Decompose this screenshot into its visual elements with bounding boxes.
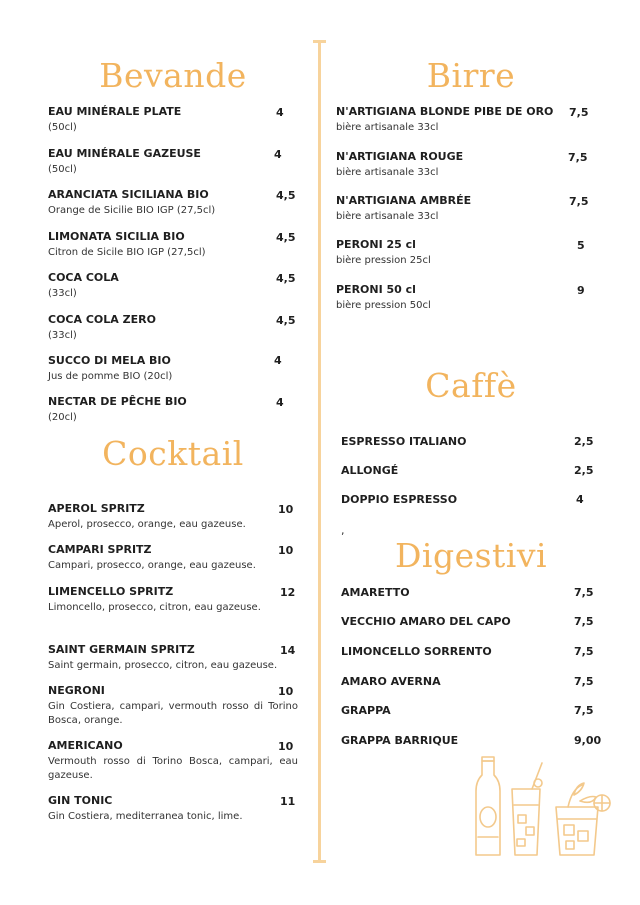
item-price: 4,5 [276, 272, 296, 285]
menu-item-name: ESPRESSO ITALIANO [341, 435, 467, 448]
menu-item-name: GRAPPA BARRIQUE [341, 734, 459, 747]
item-price: 7,5 [574, 586, 594, 599]
item-price: 10 [278, 503, 294, 516]
item-name: NEGRONI [48, 684, 105, 697]
item-price: 7,5 [574, 704, 594, 717]
menu-item [48, 643, 278, 673]
item-desc: bière artisanale 33cl [336, 122, 439, 133]
item-price: 9,00 [574, 734, 602, 747]
item-name: LIMONATA SICILIA BIO [48, 230, 185, 243]
item-price: 4 [276, 396, 284, 409]
item-name: COCA COLA [48, 271, 119, 284]
item-desc: Gin Costiera, mediterranea tonic, lime. [48, 811, 243, 822]
menu-item [48, 684, 298, 728]
menu-item [336, 238, 556, 268]
menu-item [48, 105, 248, 135]
menu-item-name: GRAPPA [341, 704, 391, 717]
item-price: 12 [280, 586, 296, 599]
item-name: EAU MINÉRALE PLATE [48, 105, 182, 118]
item-price: 7,5 [569, 195, 589, 208]
item-name: N'ARTIGIANA BLONDE PIBE DE ORO [336, 105, 554, 118]
menu-item-name: ALLONGÉ [341, 464, 399, 477]
item-desc: Limoncello, prosecco, citron, eau gazeuse. [48, 602, 261, 613]
item-name: GIN TONIC [48, 794, 113, 807]
menu-item-name: DOPPIO ESPRESSO [341, 493, 458, 506]
caffe-title: Caffè [425, 366, 517, 405]
item-price: 7,5 [574, 645, 594, 658]
menu-item [48, 739, 298, 783]
item-price: 2,5 [574, 464, 594, 477]
item-name: LIMENCELLO SPRITZ [48, 585, 174, 598]
item-price: 4,5 [276, 231, 296, 244]
menu-item [336, 194, 556, 224]
item-name: COCA COLA ZERO [48, 313, 156, 326]
item-name: NECTAR DE PÊCHE BIO [48, 395, 187, 408]
birre-title: Birre [426, 56, 516, 95]
stray-mark: , [341, 524, 345, 537]
item-price: 4 [274, 354, 282, 367]
item-desc: (33cl) [48, 288, 77, 299]
item-name: SUCCO DI MELA BIO [48, 354, 171, 367]
item-desc: Gin Costiera, campari, vermouth rosso di Torino Bosca, orange. [48, 701, 298, 726]
menu-item-name: VECCHIO AMARO DEL CAPO [341, 615, 511, 628]
item-desc: Saint germain, prosecco, citron, eau gazeuse. [48, 660, 278, 671]
item-price: 14 [280, 644, 296, 657]
item-desc: (33cl) [48, 330, 77, 341]
item-desc: Citron de Sicile BIO IGP (27,5cl) [48, 247, 206, 258]
item-price: 4,5 [276, 314, 296, 327]
item-name: SAINT GERMAIN SPRITZ [48, 643, 195, 656]
item-name: EAU MINÉRALE GAZEUSE [48, 147, 201, 160]
menu-item-name: AMARETTO [341, 586, 410, 599]
menu-item-name: LIMONCELLO SORRENTO [341, 645, 492, 658]
drinks-sketch-icon [470, 755, 615, 860]
item-name: APEROL SPRITZ [48, 502, 145, 515]
menu-item [48, 313, 248, 343]
item-name: PERONI 25 cl [336, 238, 416, 251]
item-price: 7,5 [574, 615, 594, 628]
menu-item-name: AMARO AVERNA [341, 675, 441, 688]
item-price: 4 [274, 148, 282, 161]
item-name: N'ARTIGIANA AMBRÉE [336, 194, 472, 207]
menu-item [336, 105, 556, 135]
menu-item [48, 502, 263, 532]
menu-item [48, 585, 278, 615]
item-price: 5 [577, 239, 585, 252]
item-price: 10 [278, 544, 294, 557]
item-desc: (50cl) [48, 164, 77, 175]
item-name: PERONI 50 cl [336, 283, 416, 296]
bevande-title: Bevande [99, 56, 247, 95]
menu-item [48, 147, 248, 177]
item-name: ARANCIATA SICILIANA BIO [48, 188, 209, 201]
digestivi-title: Digestivi [394, 536, 548, 575]
menu-item [336, 283, 556, 313]
item-desc: Vermouth rosso di Torino Bosca, campari, eau gazeuse. [48, 756, 298, 781]
item-desc: Orange de Sicilie BIO IGP (27,5cl) [48, 205, 216, 216]
item-desc: Aperol, prosecco, orange, eau gazeuse. [48, 519, 246, 530]
item-price: 7,5 [569, 106, 589, 119]
item-desc: Jus de pomme BIO (20cl) [48, 371, 173, 382]
item-desc: bière artisanale 33cl [336, 167, 439, 178]
item-desc: (20cl) [48, 412, 77, 423]
menu-item [48, 271, 248, 301]
menu-item [48, 543, 263, 573]
item-price: 7,5 [574, 675, 594, 688]
menu-item [48, 794, 263, 824]
item-desc: bière pression 50cl [336, 300, 431, 311]
menu-item [48, 230, 268, 260]
item-desc: (50cl) [48, 122, 77, 133]
item-price: 9 [577, 284, 585, 297]
menu-item [48, 395, 248, 425]
item-desc: bière pression 25cl [336, 255, 431, 266]
menu-item [48, 354, 248, 384]
item-price: 10 [278, 685, 294, 698]
item-price: 10 [278, 740, 294, 753]
divider-bottom-cap [313, 860, 326, 863]
item-price: 7,5 [568, 151, 588, 164]
item-desc: bière artisanale 33cl [336, 211, 439, 222]
item-desc: Campari, prosecco, orange, eau gazeuse. [48, 560, 256, 571]
menu-item [336, 150, 556, 180]
item-price: 2,5 [574, 435, 594, 448]
item-name: AMERICANO [48, 739, 123, 752]
item-price: 4,5 [276, 189, 296, 202]
menu-item [48, 188, 268, 218]
column-divider [318, 40, 321, 862]
item-price: 4 [576, 493, 584, 506]
item-name: N'ARTIGIANA ROUGE [336, 150, 464, 163]
item-price: 4 [276, 106, 284, 119]
cocktail-title: Cocktail [102, 434, 244, 473]
item-price: 11 [280, 795, 296, 808]
item-name: CAMPARI SPRITZ [48, 543, 152, 556]
